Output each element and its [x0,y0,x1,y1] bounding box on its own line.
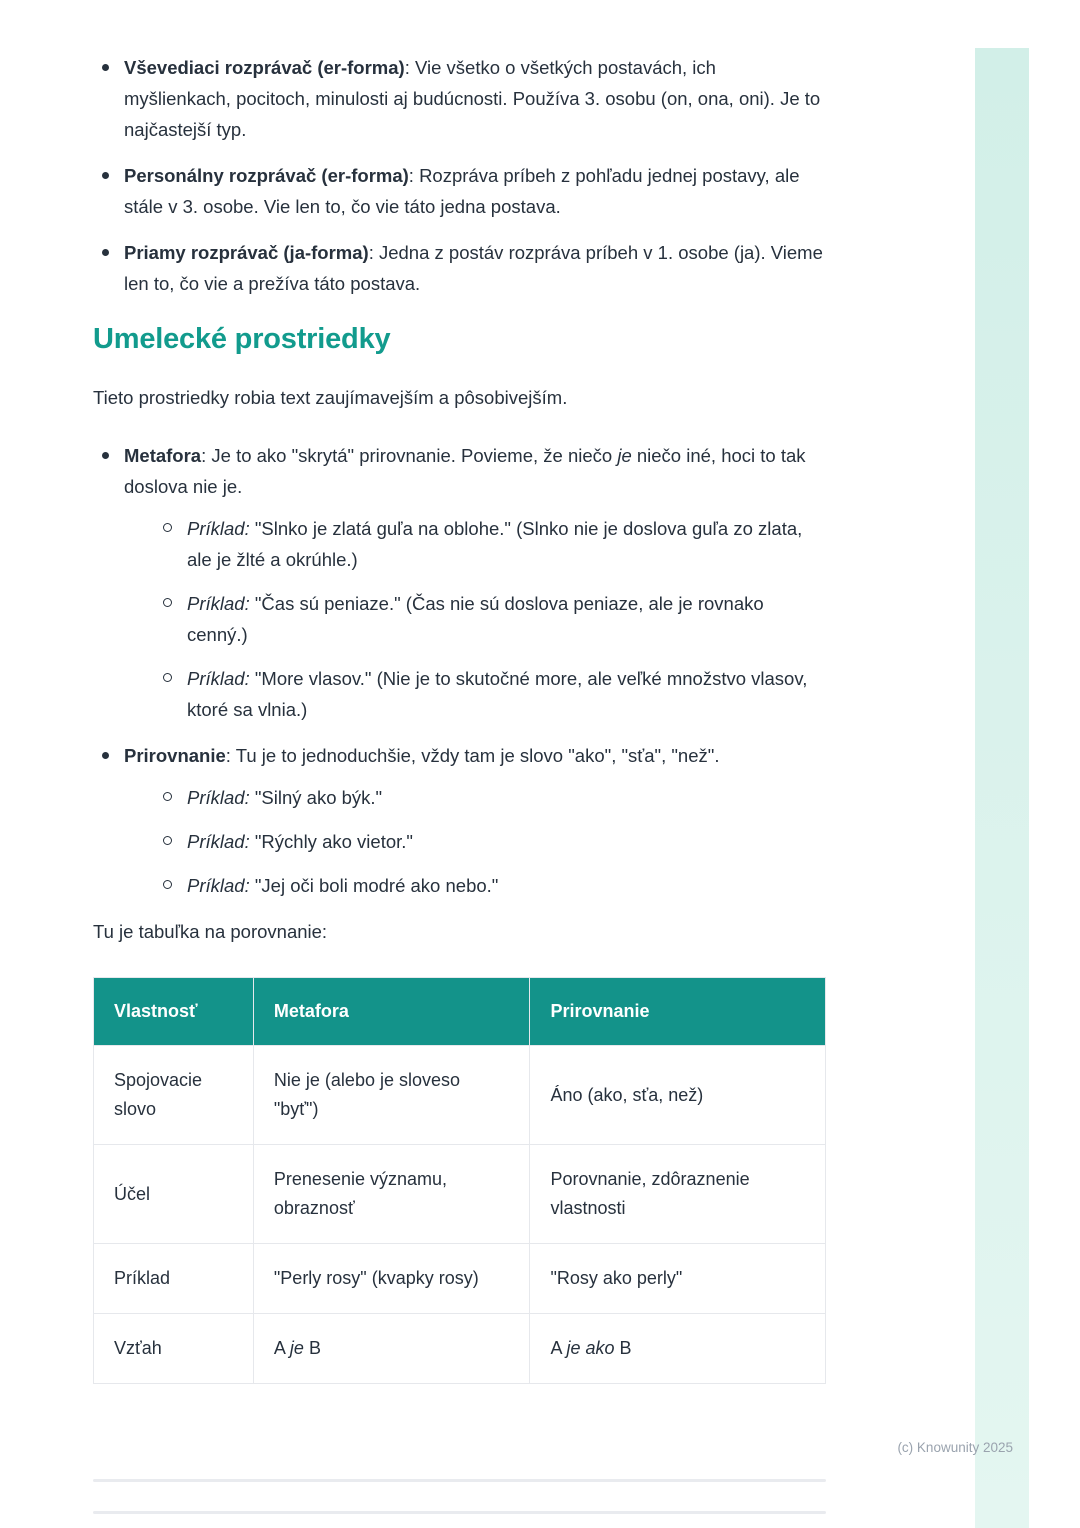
section-intro: Tieto prostriedky robia text zaujímavejším a pôsobivejším. [93,387,568,408]
term-text: niečo iné, hoci to tak doslova nie je. [124,445,806,497]
devices-list [93,440,826,901]
example-label: Príklad: [187,831,250,852]
example-item [154,826,826,857]
table-cell: Vzťah [94,1314,254,1384]
table-cell: Príklad [94,1244,254,1314]
term-text: : Tu je to jednoduchšie, vždy tam je slovo "ako", "sťa", "než". [225,745,720,766]
example-item [154,870,826,901]
term-text: : Jedna z postáv rozpráva príbeh v 1. osobe (ja). Vieme len to, čo vie a prežíva táto postava. [124,242,823,294]
table-cell: Áno (ako, sťa, než) [530,1046,826,1145]
metafora-examples [124,513,826,725]
table-cell: Prenesenie významu, obraznosť [253,1145,530,1244]
section-heading: Umelecké prostriedky [93,323,391,355]
page-edge-accent [975,48,1029,1528]
cell-text: A [550,1338,567,1358]
comparison-table [93,977,826,1384]
table-cell: Účel [94,1145,254,1244]
cell-emphasis: je [289,1338,304,1358]
bottom-divider [93,1479,826,1482]
example-label: Príklad: [187,787,250,808]
table-cell [253,1314,530,1384]
metafora-item [93,440,826,725]
narrator-item [93,160,826,222]
example-label: Príklad: [187,875,250,896]
cell-emphasis: je ako [566,1338,615,1358]
example-label: Príklad: [187,593,250,614]
narrator-types-list [93,52,826,299]
example-text: "More vlasov." (Nie je to skutočné more, ale veľké množstvo vlasov, ktoré sa vlnia.) [187,668,808,720]
column-header-vlastnost: Vlastnosť [94,978,254,1046]
example-text: "Jej oči boli modré ako nebo." [249,875,499,896]
table-cell: "Rosy ako perly" [530,1244,826,1314]
term-bold: Personálny rozprávač (er-forma) [124,165,409,186]
prirovnanie-examples [124,782,826,901]
table-cell: Spojovacie slovo [94,1046,254,1145]
term-bold: Prirovnanie [124,745,226,766]
example-label: Príklad: [187,668,250,689]
emphasis-word: je [617,445,632,466]
copyright-watermark: (c) Knowunity 2025 [897,1440,1013,1455]
table-cell: Porovnanie, zdôraznenie vlastnosti [530,1145,826,1244]
term-text: : Je to ako "skrytá" prirovnanie. Povieme, že niečo [201,445,618,466]
example-item [154,588,826,650]
table-row [94,1314,826,1384]
table-intro: Tu je tabuľka na porovnanie: [93,921,328,942]
term-text: : Vie všetko o všetkých postavách, ich myšlienkach, pocitoch, minulosti aj budúcnosti. Používa 3. osobu (on, ona, oni). Je to najčastejší typ. [124,57,821,140]
table-row [94,1046,826,1145]
term-bold: Vševediaci rozprávač (er-forma) [124,57,405,78]
example-text: "Slnko je zlatá guľa na oblohe." (Slnko nie je doslova guľa zo zlata, ale je žlté a okrúhle.) [187,518,803,570]
example-text: "Rýchly ako vietor." [249,831,413,852]
term-bold: Metafora [124,445,202,466]
example-label: Príklad: [187,518,250,539]
table-cell: Nie je (alebo je sloveso "byť") [253,1046,530,1145]
table-cell: "Perly rosy" (kvapky rosy) [253,1244,530,1314]
table-row [94,1244,826,1314]
document-content [93,52,826,1384]
example-text: "Čas sú peniaze." (Čas nie sú doslova peniaze, ale je rovnako cenný.) [187,593,764,645]
column-header-prirovnanie: Prirovnanie [530,978,826,1046]
example-text: "Silný ako býk." [249,787,383,808]
column-header-metafora: Metafora [253,978,530,1046]
table-row [94,1145,826,1244]
term-text: : Rozpráva príbeh z pohľadu jednej postavy, ale stále v 3. osobe. Vie len to, čo vie táto jedna postava. [124,165,800,217]
example-item [154,513,826,575]
table-cell [530,1314,826,1384]
bottom-divider [93,1511,826,1514]
cell-text: B [614,1338,632,1358]
cell-text: A [273,1338,290,1358]
table-header-row [94,978,826,1046]
prirovnanie-item [93,740,826,901]
cell-text: B [303,1338,321,1358]
example-item [154,663,826,725]
narrator-item [93,237,826,299]
narrator-item [93,52,826,145]
example-item [154,782,826,813]
term-bold: Priamy rozprávač (ja-forma) [124,242,369,263]
